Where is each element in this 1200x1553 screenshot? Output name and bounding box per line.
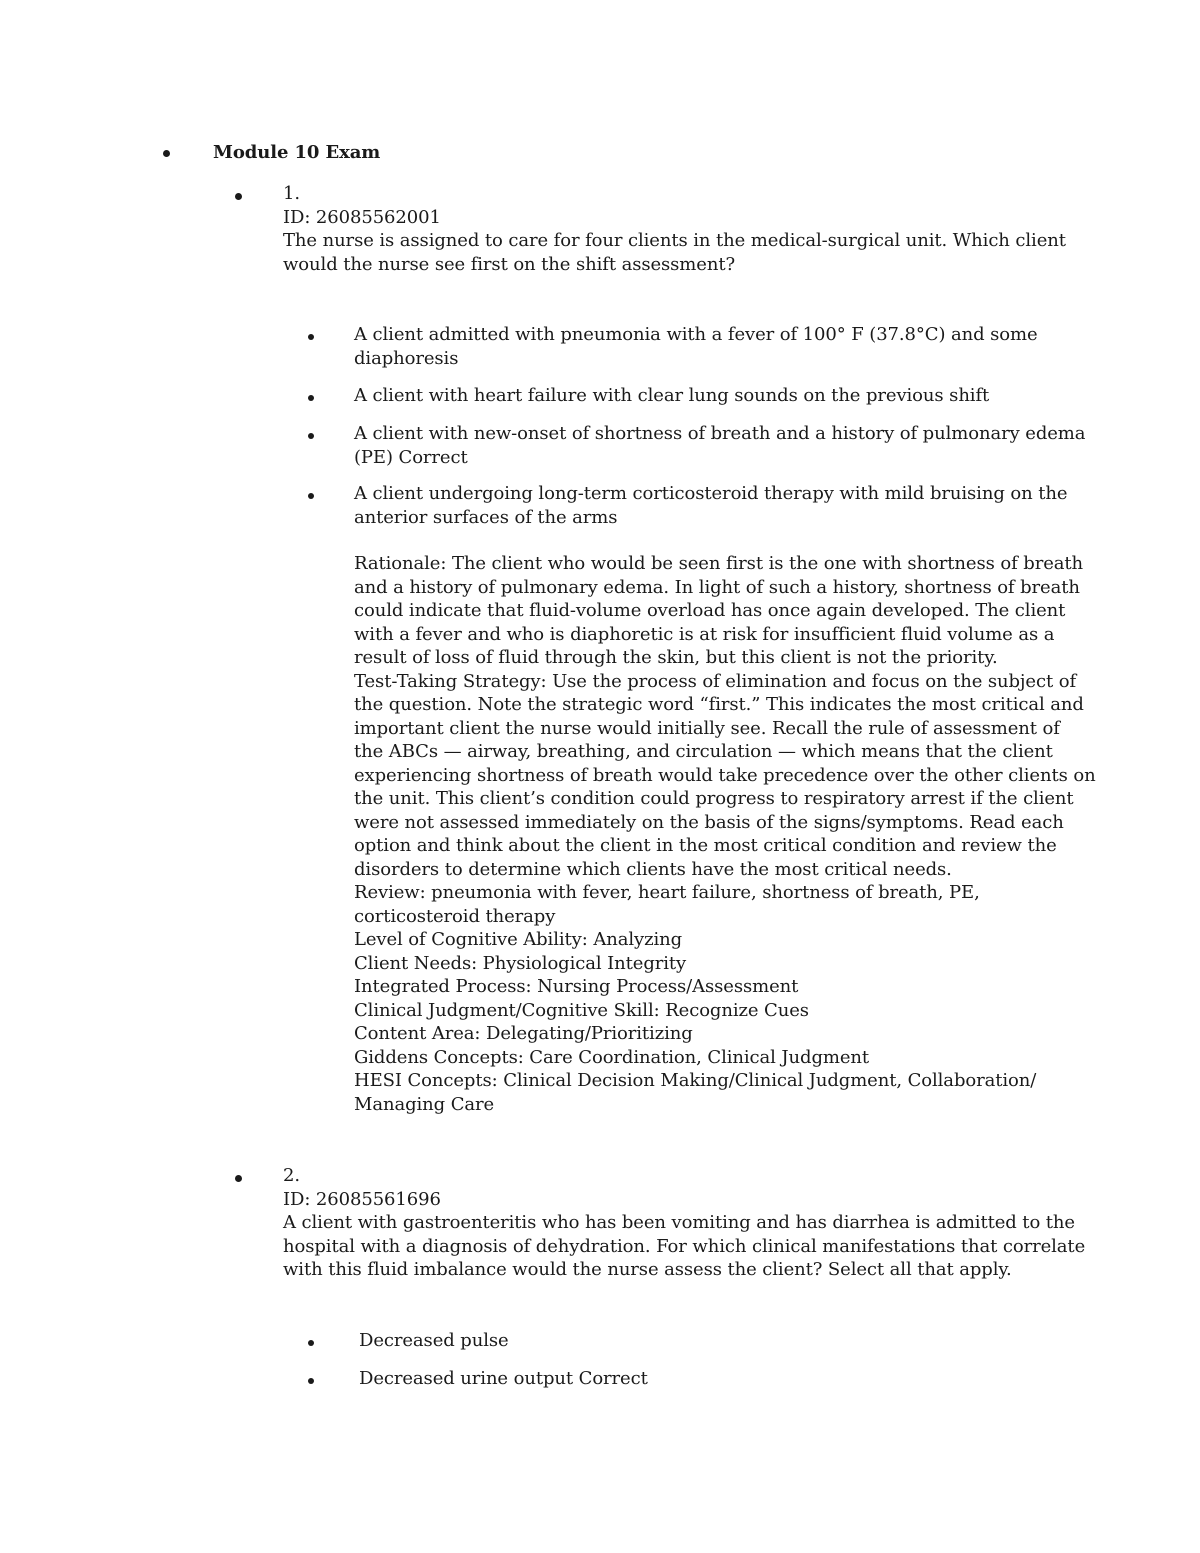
option-bullet xyxy=(308,493,314,499)
rationale-line: experiencing shortness of breath would take precedence over the other clients on xyxy=(354,764,1096,786)
rationale-line: could indicate that fluid-volume overload has once again developed. The client xyxy=(354,600,1066,621)
option-bullet xyxy=(308,433,314,439)
rationale-line: Clinical Judgment/Cognitive Skill: Recognize Cues xyxy=(354,999,809,1021)
option-bullet xyxy=(308,1340,314,1346)
option-line: A client undergoing long-term corticosteroid therapy with mild bruising on the xyxy=(354,483,1068,504)
rationale-line: the unit. This client’s condition could progress to respiratory arrest if the client xyxy=(354,788,1074,809)
rationale-line: the ABCs — airway, breathing, and circulation — which means that the client xyxy=(354,741,1053,762)
question-stem-line: hospital with a diagnosis of dehydration. For which clinical manifestations that correlate xyxy=(283,1235,1086,1257)
question-number: 1. xyxy=(283,183,300,204)
option-bullet xyxy=(308,395,314,401)
answer-option xyxy=(354,482,1067,529)
module-title: Module 10 Exam xyxy=(213,142,381,163)
option-line: A client with heart failure with clear lung sounds on the previous shift xyxy=(354,385,990,406)
rationale-line: Rationale: The client who would be seen first is the one with shortness of breath xyxy=(354,553,1084,574)
question-id: ID: 26085562001 xyxy=(283,206,441,228)
option-line: Decreased pulse xyxy=(359,1330,509,1351)
list-bullet xyxy=(235,193,242,200)
rationale-line: Review: pneumonia with fever, heart failure, shortness of breath, PE, xyxy=(354,882,980,903)
rationale-line: with a fever and who is diaphoretic is at risk for insufficient fluid volume as a xyxy=(354,623,1055,645)
rationale-line: the question. Note the strategic word “first.” This indicates the most critical and xyxy=(354,694,1084,715)
rationale-line: Client Needs: Physiological Integrity xyxy=(354,952,687,974)
rationale-line: Level of Cognitive Ability: Analyzing xyxy=(354,929,683,950)
rationale-line: Content Area: Delegating/Prioritizing xyxy=(354,1023,693,1044)
rationale-block xyxy=(354,552,1096,1116)
question-2-header xyxy=(283,1164,1085,1282)
question-stem-line: A client with gastroenteritis who has been vomiting and has diarrhea is admitted to the xyxy=(283,1212,1075,1233)
rationale-line: important client the nurse would initially see. Recall the rule of assessment of xyxy=(354,717,1060,739)
question-id: ID: 26085561696 xyxy=(283,1188,441,1210)
answer-option xyxy=(359,1367,648,1391)
rationale-line: disorders to determine which clients have the most critical needs. xyxy=(354,858,952,880)
list-bullet xyxy=(235,1175,242,1182)
option-line: diaphoresis xyxy=(354,347,459,369)
question-1-header xyxy=(283,182,1066,276)
answer-option xyxy=(354,384,989,408)
option-line: A client with new-onset of shortness of breath and a history of pulmonary edema xyxy=(354,423,1086,444)
rationale-line: Test-Taking Strategy: Use the process of elimination and focus on the subject of xyxy=(354,670,1077,692)
option-line: A client admitted with pneumonia with a fever of 100° F (37.8°C) and some xyxy=(354,324,1038,345)
option-bullet xyxy=(308,1378,314,1384)
rationale-line: and a history of pulmonary edema. In light of such a history, shortness of breath xyxy=(354,576,1080,598)
rationale-line: Integrated Process: Nursing Process/Assessment xyxy=(354,976,799,997)
rationale-line: result of loss of fluid through the skin, but this client is not the priority. xyxy=(354,647,998,668)
rationale-line: HESI Concepts: Clinical Decision Making/Clinical Judgment, Collaboration/ xyxy=(354,1070,1037,1091)
question-stem-line: The nurse is assigned to care for four clients in the medical-surgical unit. Which client xyxy=(283,230,1066,251)
question-stem-line: with this fluid imbalance would the nurse assess the client? Select all that apply. xyxy=(283,1259,1012,1280)
rationale-line: option and think about the client in the most critical condition and review the xyxy=(354,835,1057,856)
answer-option xyxy=(354,422,1085,469)
option-bullet xyxy=(308,334,314,340)
rationale-line: Giddens Concepts: Care Coordination, Clinical Judgment xyxy=(354,1046,870,1068)
list-bullet xyxy=(163,150,170,157)
answer-option xyxy=(354,323,1038,370)
question-number: 2. xyxy=(283,1165,300,1186)
option-line: (PE) Correct xyxy=(354,446,468,468)
rationale-line: corticosteroid therapy xyxy=(354,905,556,927)
rationale-line: Managing Care xyxy=(354,1093,495,1115)
answer-option xyxy=(359,1329,509,1353)
option-line: anterior surfaces of the arms xyxy=(354,506,618,528)
rationale-line: were not assessed immediately on the basis of the signs/symptoms. Read each xyxy=(354,811,1064,833)
option-line: Decreased urine output Correct xyxy=(359,1368,648,1389)
question-stem-line: would the nurse see first on the shift assessment? xyxy=(283,253,736,275)
